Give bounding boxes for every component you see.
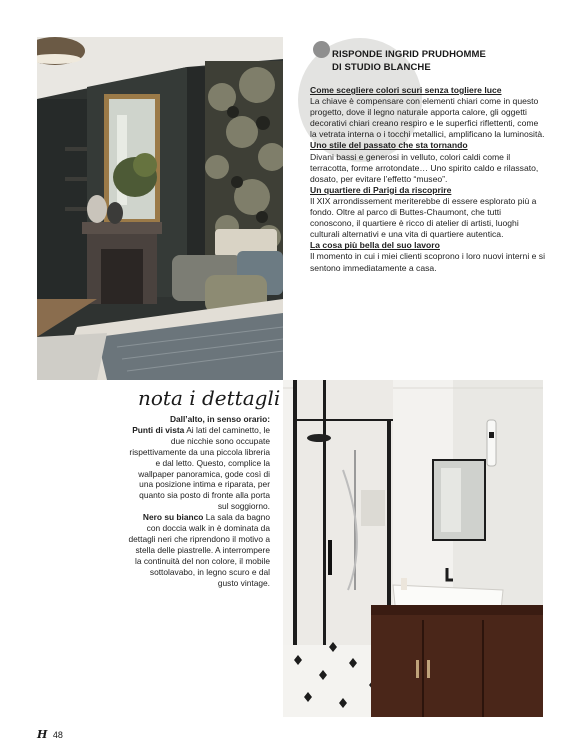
details-item1-title: Punti di vista [132,424,185,435]
qa-question-1: Come scegliere colori scuri senza togliere luce [310,85,502,95]
bedroom-illustration [37,37,283,380]
details-item2-title: Nero su bianco [142,512,204,523]
page-folio [37,728,63,741]
qa-question-3: Un quartiere di Parigi da riscoprire [310,184,452,195]
details-intro: Dall’alto, in senso orario: [169,414,270,424]
qa-question-2: Uno stile del passato che sta tornando [310,140,468,151]
details-item1-text: Ai lati del caminetto, le due nicchie sono occupate rispettivamente da una piccola libreria e dal letto. Questo, complice la wallpaper panoramica, gode così di una posizione intima e riparata, per quanto sia posto di fronte alla porta sul soggiorno. [129,424,270,512]
header-dot-decoration [313,41,330,58]
qa-answer-2: Divani bassi e generosi in velluto, colori caldi come il terracotta, forme arrotondate… Uno spirito caldo e rilassato, dosato, per evitare l’effetto “museo”. [310,151,539,184]
magazine-logo: H [37,728,48,741]
qa-answer-1: La chiave è compensare con elementi chiari come in questo progetto, dove il legno naturale apporta calore, gli oggetti decorativi chiari creano respiro e le superfici riflettenti, come la vetrata interna o i tocchi metallici, amplificano la luminosità. [310,96,545,140]
qa-answer-4: Il momento in cui i miei clienti scoprono i loro nuovi interni e si sentono immediatamente a casa. [310,251,545,273]
details-title: nota i dettagli [138,386,281,410]
page-number: 48 [52,730,63,740]
bathroom-photo [283,380,543,717]
qa-answer-3: Il XIX arrondissement meriterebbe di essere esplorato più a fondo. Oltre al parco di Buttes-Chaumont, che tutti conoscono, il quartiere è ricco di atelier di artisti, luoghi culturali alternativi e una vita di quartiere autentica. [310,195,537,240]
details-body [128,414,270,589]
qa-header [332,48,532,74]
qa-question-4: La cosa più bella del suo lavoro [310,240,440,251]
bedroom-photo [37,37,283,380]
qa-header-line-2: DI STUDIO BLANCHE [332,62,431,73]
details-item2-text: La sala da bagno con doccia walk in è dominata da dettagli neri che riprendono il motivo a stella delle piastrelle. A interrompere la continuità del non colore, il mobile sottolavabo, in legno scuro e dal gusto vintage. [128,512,270,588]
bathroom-illustration [283,380,543,717]
qa-body [310,85,545,274]
qa-header-line-1: RISPONDE INGRID PRUDHOMME [332,49,486,60]
